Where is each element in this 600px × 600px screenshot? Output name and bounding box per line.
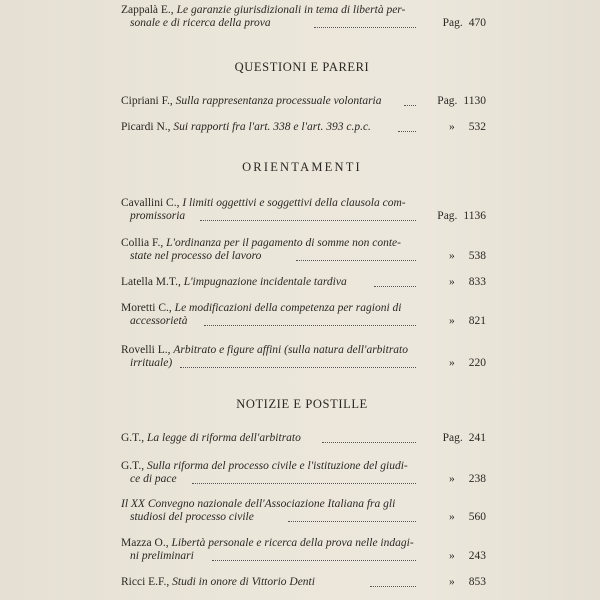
entry-line — [118, 237, 486, 250]
entry-line — [118, 576, 486, 589]
entry-title: Le garanzie giurisdizionali in tema di libertà per- — [176, 4, 406, 16]
entry-author: Picardi N., — [121, 121, 171, 133]
entry-line — [118, 121, 486, 134]
entry-author: G.T., — [121, 460, 145, 472]
index-entry-convegno — [118, 498, 486, 524]
ditto-mark: » — [449, 576, 455, 588]
entry-author: Cavallini C., — [121, 197, 180, 209]
entry-page-ref — [422, 357, 486, 370]
entry-title: Libertà personale e ricerca della prova nelle indagi- — [171, 537, 414, 549]
entry-page-ref — [422, 550, 486, 563]
entry-title: La legge di riforma dell'arbitrato — [146, 432, 301, 444]
entry-title: L'impugnazione incidentale tardiva — [183, 276, 347, 288]
ditto-mark: » — [449, 511, 455, 523]
ditto-mark: » — [449, 121, 455, 133]
entry-author: Latella M.T., — [121, 276, 181, 288]
page-number: 1136 — [463, 210, 486, 222]
entry-page-ref — [422, 511, 486, 524]
entry-title: state nel processo del lavoro — [130, 250, 262, 262]
entry-author: Collia F., — [121, 237, 164, 249]
entry-line — [118, 17, 486, 30]
entry-line — [118, 432, 486, 445]
page-number: 538 — [468, 250, 486, 262]
index-entry-gt-riforma — [118, 460, 486, 486]
entry-line — [118, 344, 486, 357]
entry-title: irrituale) — [130, 357, 173, 369]
entry-line — [118, 315, 486, 328]
entry-page-ref — [422, 315, 486, 328]
dot-leader — [404, 105, 416, 106]
entry-title: Il XX Convegno nazionale dell'Associazione Italiana fra gli — [121, 498, 396, 510]
dot-leader — [370, 586, 416, 587]
entry-author: Moretti C., — [121, 302, 172, 314]
entry-title: Sulla riforma del processo civile e l'istituzione del giudi- — [146, 460, 408, 472]
entry-title: ni preliminari — [130, 550, 194, 562]
ditto-mark: » — [449, 276, 455, 288]
dot-leader — [180, 367, 416, 368]
index-entry-gt-arbitrato — [118, 432, 486, 445]
entry-line — [118, 537, 486, 550]
pag-label: Pag. — [442, 17, 463, 29]
dot-leader — [374, 286, 416, 287]
entry-page-ref — [422, 276, 486, 289]
page-number: 238 — [468, 473, 486, 485]
entry-title: Studi in onore di Vittorio Denti — [172, 576, 315, 588]
entry-title: studiosi del processo civile — [130, 511, 254, 523]
entry-page-ref — [422, 473, 486, 486]
entry-page-ref — [422, 95, 486, 108]
section-title-orientamenti: ORIENTAMENTI — [242, 160, 362, 174]
index-entry-rovelli — [118, 344, 486, 370]
section-title-questioni: QUESTIONI E PARERI — [234, 60, 370, 74]
entry-page-ref — [422, 432, 486, 445]
entry-title: ce di pace — [130, 473, 177, 485]
entry-page-ref — [422, 576, 486, 589]
entry-line — [118, 197, 486, 210]
index-entry-ricci — [118, 576, 486, 589]
index-entry-cavallini — [118, 197, 486, 223]
index-entry-latella — [118, 276, 486, 289]
dot-leader — [192, 483, 416, 484]
entry-author: Zappalà E., — [121, 4, 174, 16]
page-number: 833 — [468, 276, 486, 288]
page-number: 1130 — [463, 95, 486, 107]
entry-line — [118, 473, 486, 486]
entry-author: Rovelli L., — [121, 344, 171, 356]
page-number: 560 — [468, 511, 486, 523]
entry-line — [118, 498, 486, 511]
entry-line — [118, 357, 486, 370]
entry-title: Le modificazioni della competenza per ragioni di — [174, 302, 402, 314]
page-number: 241 — [468, 432, 486, 444]
index-entry-cipriani — [118, 95, 486, 108]
pag-label: Pag. — [442, 432, 463, 444]
ditto-mark: » — [449, 357, 455, 369]
entry-page-ref — [422, 250, 486, 263]
pag-label: Pag. — [437, 210, 458, 222]
entry-line — [118, 550, 486, 563]
entry-line — [118, 95, 486, 108]
index-entry-mazza — [118, 537, 486, 563]
entry-line — [118, 460, 486, 473]
entry-line — [118, 250, 486, 263]
index-entry-collia — [118, 237, 486, 263]
page-number: 532 — [468, 121, 486, 133]
entry-author: G.T., — [121, 432, 145, 444]
entry-title: I limiti oggettivi e soggettivi della clausola com- — [182, 197, 406, 209]
entry-line — [118, 302, 486, 315]
ditto-mark: » — [449, 315, 455, 327]
pag-label: Pag. — [437, 95, 458, 107]
entry-page-ref — [422, 17, 486, 30]
entry-line — [118, 4, 486, 17]
index-entry-moretti — [118, 302, 486, 328]
entry-title: accessorietà — [130, 315, 188, 327]
entry-page-ref — [422, 121, 486, 134]
entry-line — [118, 276, 486, 289]
dot-leader — [204, 325, 416, 326]
entry-author: Ricci E.F., — [121, 576, 170, 588]
page-number: 243 — [468, 550, 486, 562]
dot-leader — [314, 27, 416, 28]
entry-page-ref — [422, 210, 486, 223]
entry-title: Arbitrato e figure affini (sulla natura dell'arbitrato — [173, 344, 408, 356]
ditto-mark: » — [449, 250, 455, 262]
entry-line — [118, 511, 486, 524]
ditto-mark: » — [449, 550, 455, 562]
index-entry-picardi — [118, 121, 486, 134]
entry-title: L'ordinanza per il pagamento di somme non conte- — [166, 237, 401, 249]
dot-leader — [398, 131, 416, 132]
dot-leader — [288, 521, 416, 522]
dot-leader — [212, 560, 416, 561]
ditto-mark: » — [449, 473, 455, 485]
page-number: 470 — [468, 17, 486, 29]
dot-leader — [296, 260, 416, 261]
entry-title: promissoria — [130, 210, 186, 222]
entry-title: sonale e di ricerca della prova — [130, 17, 271, 29]
entry-author: Mazza O., — [121, 537, 169, 549]
entry-line — [118, 210, 486, 223]
dot-leader — [322, 442, 416, 443]
entry-author: Cipriani F., — [121, 95, 173, 107]
section-title-notizie: NOTIZIE E POSTILLE — [236, 397, 368, 411]
page-number: 220 — [468, 357, 486, 369]
page-number: 853 — [468, 576, 486, 588]
entry-title: Sui rapporti fra l'art. 338 e l'art. 393 c.p.c. — [173, 121, 371, 133]
dot-leader — [200, 220, 416, 221]
index-entry-zappala — [118, 4, 486, 30]
entry-title: Sulla rappresentanza processuale volontaria — [175, 95, 382, 107]
page-number: 821 — [468, 315, 486, 327]
